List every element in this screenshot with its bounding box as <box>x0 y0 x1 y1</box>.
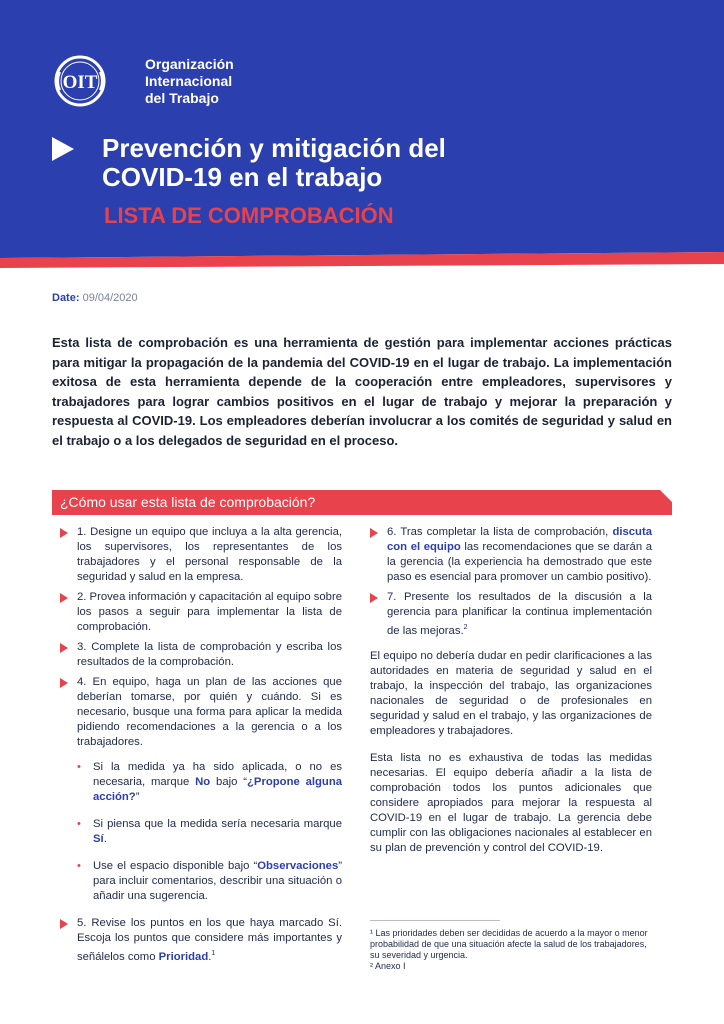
intro-paragraph: Esta lista de comprobación es una herramienta de gestión para implementar acciones prácticas para mitigar la propagación de la pandemia del COVID-19 en el lugar de trabajo. La implementación exitosa de esta herramienta depende de la cooperación entre empleadores, supervisores y trabajadores para lograr cambios positivos en el lugar de trabajo y mejorar la preparación y respuesta al COVID-19. Los empleadores deberían involucrar a los comités de seguridad y salud en el trabajo o a los delegados de seguridad en el proceso. <box>52 335 672 448</box>
header-banner <box>0 0 724 268</box>
red-arrow-icon <box>60 919 68 929</box>
red-arrow-icon <box>370 528 378 538</box>
play-arrow-icon <box>52 137 74 161</box>
bullet-list <box>60 760 342 904</box>
footnote: ¹ Las prioridades deben ser decididas de acuerdo a la mayor o menor probabilidad de que una situación afecte la salud de los trabajadores, su severidad y urgencia. <box>370 928 648 960</box>
org-name-line: Internacional <box>145 73 233 89</box>
left-column <box>60 525 342 970</box>
howto-title: ¿Cómo usar esta lista de comprobación? <box>60 494 316 510</box>
bullet-item: • Use el espacio disponible bajo “Observaciones” para incluir comentarios, describir una situación o añadir una sugerencia. <box>77 860 342 902</box>
paragraph: Esta lista no es exhaustiva de todas las medidas necesarias. El equipo debería añadir a la lista de comprobación todos los puntos adicionales que considere apropiados para mejorar la respuesta al COVID-19 en el lugar de trabajo. La gerencia debe cumplir con las obligaciones nacionales al establecer en su plan de prevención y control del COVID-19. <box>370 751 652 854</box>
date-value: 09/04/2020 <box>82 292 138 304</box>
footnotes <box>370 928 655 972</box>
step-item <box>60 590 342 635</box>
step-text: 3. Complete la lista de comprobación y escriba los resultados de la comprobación. <box>77 641 342 668</box>
step-item <box>60 675 342 750</box>
step-item <box>60 640 342 670</box>
logo-text: OIT <box>62 72 98 93</box>
step-text: 2. Provea información y capacitación al equipo sobre los pasos a seguir para implementar la lista de comprobación. <box>77 591 343 633</box>
red-arrow-icon <box>60 528 68 538</box>
title-line: COVID-19 en el trabajo <box>102 162 383 192</box>
step-text: 1. Designe un equipo que incluya a la alta gerencia, los supervisores, los representantes de los trabajadores y el personal responsable de la seguridad y salud en la empresa. <box>77 526 342 583</box>
org-name-line: Organización <box>145 56 234 72</box>
step-item: 6. Tras completar la lista de comprobación, discuta con el equipo las recomendaciones que se darán a la gerencia (la experiencia ha demostrado que este paso es esencial para promover un cambio positivo). <box>370 525 652 585</box>
ilo-logo-icon <box>52 50 136 112</box>
bullet-dot-icon: • <box>77 818 81 830</box>
bullet-dot-icon: • <box>77 761 81 773</box>
paragraph: El equipo no debería dudar en pedir clarificaciones a las autoridades en materia de seguridad y salud en el trabajo, la inspección del trabajo, las organizaciones nacionales de seguridad o de profesionales en seguridad y salud en el trabajo, y las organizaciones de empleadores y trabajadores. <box>370 649 652 737</box>
title-line: Prevención y mitigación del <box>102 133 446 163</box>
org-name-line: del Trabajo <box>145 90 219 106</box>
date-label: Date: <box>52 292 80 304</box>
date-line <box>52 292 138 304</box>
howto-header <box>52 490 672 515</box>
bullet-item: • Si piensa que la medida sería necesaria marque Sí. <box>77 818 342 845</box>
page-subtitle: LISTA DE COMPROBACIÓN <box>104 203 394 228</box>
footnote: ² Anexo I <box>370 961 406 971</box>
red-arrow-icon <box>370 593 378 603</box>
step-item <box>60 525 342 585</box>
right-column <box>370 525 652 868</box>
bullet-item: • Si la medida ya ha sido aplicada, o no es necesaria, marque No bajo “¿Propone alguna acción?” <box>77 761 343 803</box>
red-arrow-icon <box>60 593 68 603</box>
step-item: 7. Presente los resultados de la discusión a la gerencia para planificar la continua implementación de las mejoras.$^2$ <box>370 590 652 639</box>
bullet-dot-icon: • <box>77 860 81 872</box>
organization-name <box>145 56 234 107</box>
step-text: 4. En equipo, haga un plan de las acciones que deberían tomarse, por quién y cuándo. Si es necesario, busque una forma para aplicar la medida pidiendo recomendaciones a la gerencia o a los trabajadores. <box>77 676 342 748</box>
step-item: 5. Revise los puntos en los que haya marcado Sí. Escoja los puntos que considere más importantes y señálelos como Prioridad.$^1$ <box>60 916 342 965</box>
page-title <box>102 134 446 192</box>
red-arrow-icon <box>60 643 68 653</box>
footnote-divider <box>370 920 500 921</box>
red-arrow-icon <box>60 678 68 688</box>
